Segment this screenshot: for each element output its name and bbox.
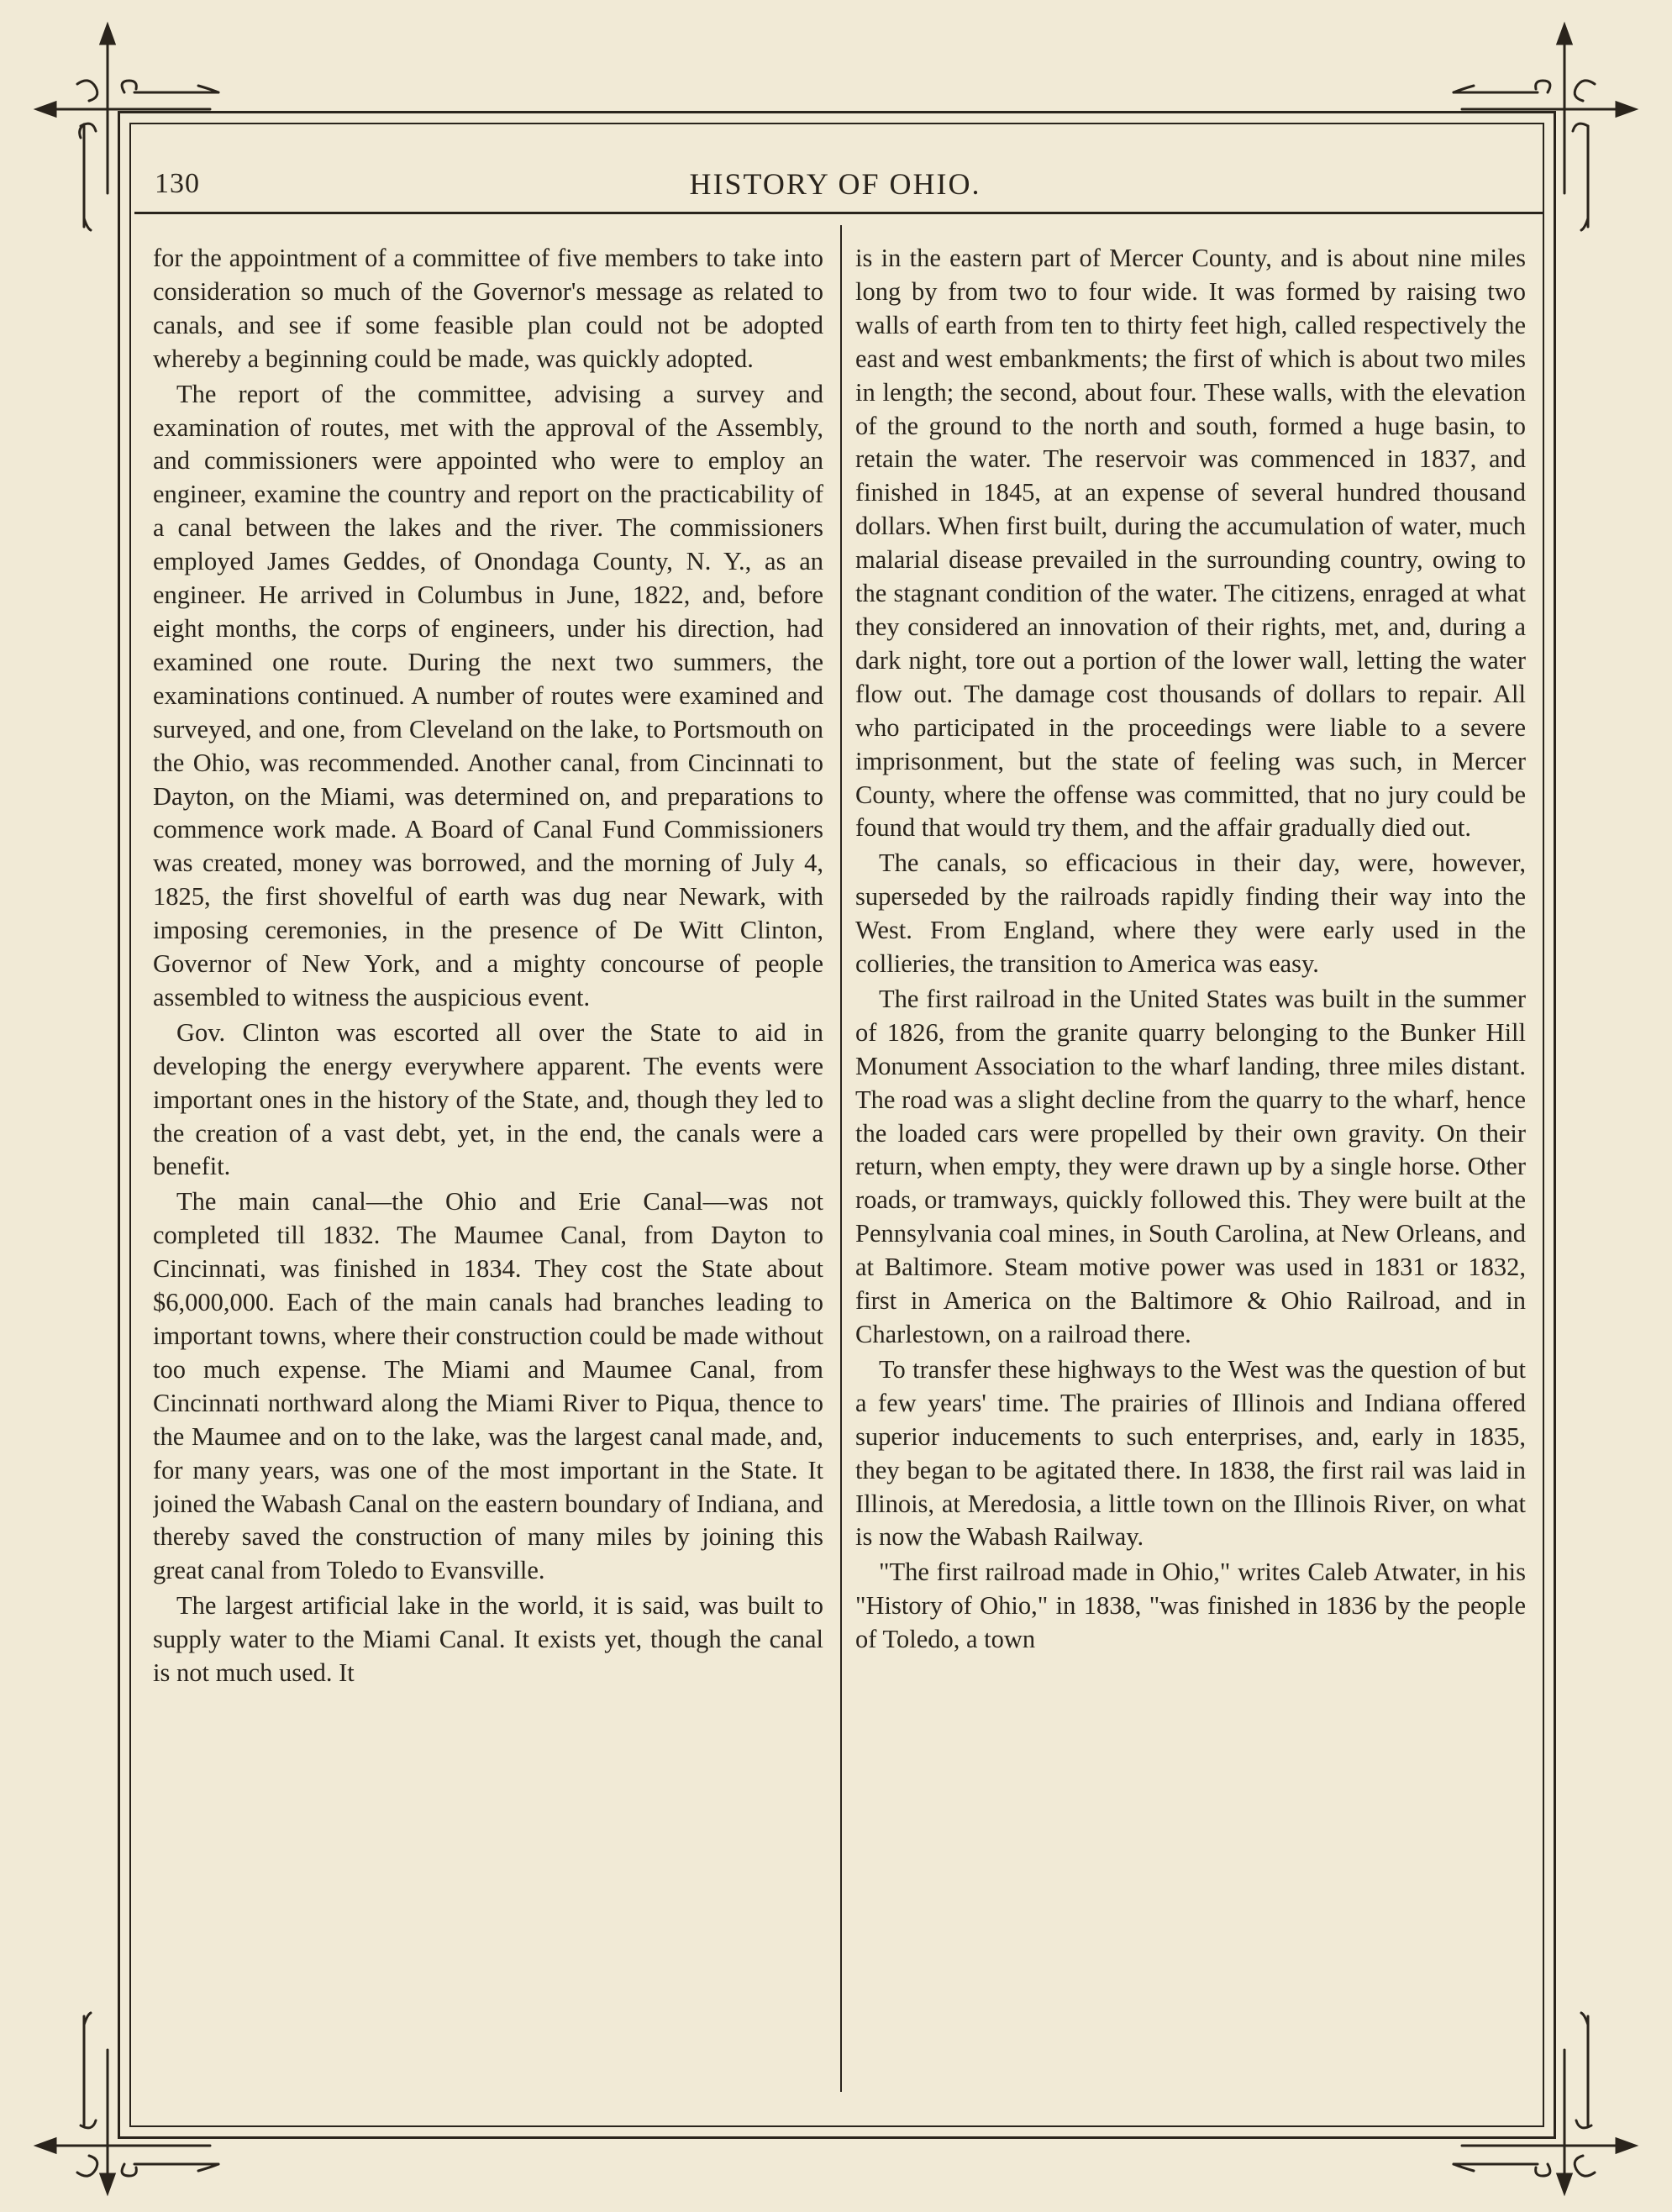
paragraph: To transfer these highways to the West was the question of but a few years' time. The prairies of Illinois and Indiana offered superior inducements to such enterprises, and, early in 1835, they began to be agitated there. In 1838, the first rail was laid in Illinois, at Meredosia, a little town on the Illinois River, on what is now the Wabash Railway. (855, 1354, 1526, 1552)
page-header (155, 165, 1516, 215)
paragraph: "The first railroad made in Ohio," writes Caleb Atwater, in his "History of Ohio," in 1838, "was finished in 1836 by the people of Toledo, a town (855, 1558, 1526, 1654)
paragraph: Gov. Clinton was escorted all over the State to aid in developing the energy everywhere apparent. The events were important ones in the history of the State, and, though they led to the creation of a vast debt, yet, in the end, the canals were a benefit. (153, 1017, 823, 1181)
column-divider (840, 225, 842, 2092)
left-column (153, 242, 823, 2090)
paragraph: The report of the committee, advising a survey and examination of routes, met with the approval of the Assembly, and commissioners were appointed who were to employ an engineer, examine the country and report on the practicability of a canal between the lakes and the river. The commissioners employed James Geddes, of Onondaga County, N. Y., as an engineer. He arrived in Columbus in June, 1822, and, before eight months, the corps of engineers, under his direction, had examined one route. During the next two summers, the examinations continued. A number of routes were examined and surveyed, and one, from Cleveland on the lake, to Portsmouth on the Ohio, was recommended. Another canal, from Cincinnati to Dayton, on the Miami, was determined on, and preparations to commence work made. A Board of Canal Fund Commissioners was created, money was borrowed, and the morning of July 4, 1825, the first shovelful of earth was dug near Newark, with imposing ceremonies, in the presence of De Witt Clinton, Governor of New York, and a mighty concourse of people assembled to witness the auspicious event. (153, 379, 823, 1011)
header-rule (134, 212, 1543, 214)
paragraph: The canals, so efficacious in their day, were, however, superseded by the railroads rapidly finding their way into the West. From England, where they were early used in the collieries, the transition to America was easy. (855, 849, 1526, 979)
right-column (855, 242, 1526, 2090)
paragraph: is in the eastern part of Mercer County, and is about nine miles long by from two to four wide. It was formed by raising two walls of earth from ten to thirty feet high, called respectively the east and west embankments; the first of which is about two miles in length; the second, about four. These walls, with the elevation of the ground to the north and south, formed a huge basin, to retain the water. The reservoir was commenced in 1837, and finished in 1845, at an expense of several hundred thousand dollars. When first built, during the accumulation of water, much malarial disease prevailed in the surrounding country, owing to the stagnant condition of the water. The citizens, enraged at what they considered an innovation of their rights, met, and, during a dark night, tore out a portion of the lower wall, letting the water flow out. The damage cost thousands of dollars to repair. All who participated in the proceedings were liable to a severe imprisonment, but the state of feeling was such, in Mercer County, where the offense was committed, that no jury could be found that would try them, and the affair gradually died out. (855, 244, 1526, 843)
running-title: HISTORY OF OHIO. (689, 167, 981, 201)
paragraph: for the appointment of a committee of five members to take into consideration so much of the Governor's message as related to canals, and see if some feasible plan could not be adopted whereby a beginning could be made, was quickly adopted. (153, 244, 823, 373)
paragraph: The main canal—the Ohio and Erie Canal—was not completed till 1832. The Maumee Canal, from Dayton to Cincinnati, was finished in 1834. They cost the State about $6,000,000. Each of the main canals had branches leading to important towns, where their construction could be made without too much expense. The Miami and Maumee Canal, from Cincinnati northward along the Miami River to Piqua, thence to the Maumee and on to the lake, was the largest canal made, and, for many years, was one of the most important in the State. It joined the Wabash Canal on the eastern boundary of Indiana, and thereby saved the construction of many miles by joining this great canal from Toledo to Evansville. (153, 1187, 823, 1585)
paragraph: The first railroad in the United States was built in the summer of 1826, from the granite quarry belonging to the Bunker Hill Monument Association to the wharf landing, three miles distant. The road was a slight decline from the quarry to the wharf, hence the loaded cars were propelled by their own gravity. On their return, when empty, they were drawn up by a single horse. Other roads, or tramways, quickly followed this. They were built at the Pennsylvania coal mines, in South Carolina, at New Orleans, and at Baltimore. Steam motive power was used in 1831 or 1832, first in America on the Baltimore & Ohio Railroad, and in Charlestown, on a railroad there. (855, 984, 1526, 1348)
page-number: 130 (155, 168, 200, 199)
paragraph: The largest artificial lake in the world, it is said, was built to supply water to the Miami Canal. It exists yet, though the canal is not much used. It (153, 1591, 823, 1688)
